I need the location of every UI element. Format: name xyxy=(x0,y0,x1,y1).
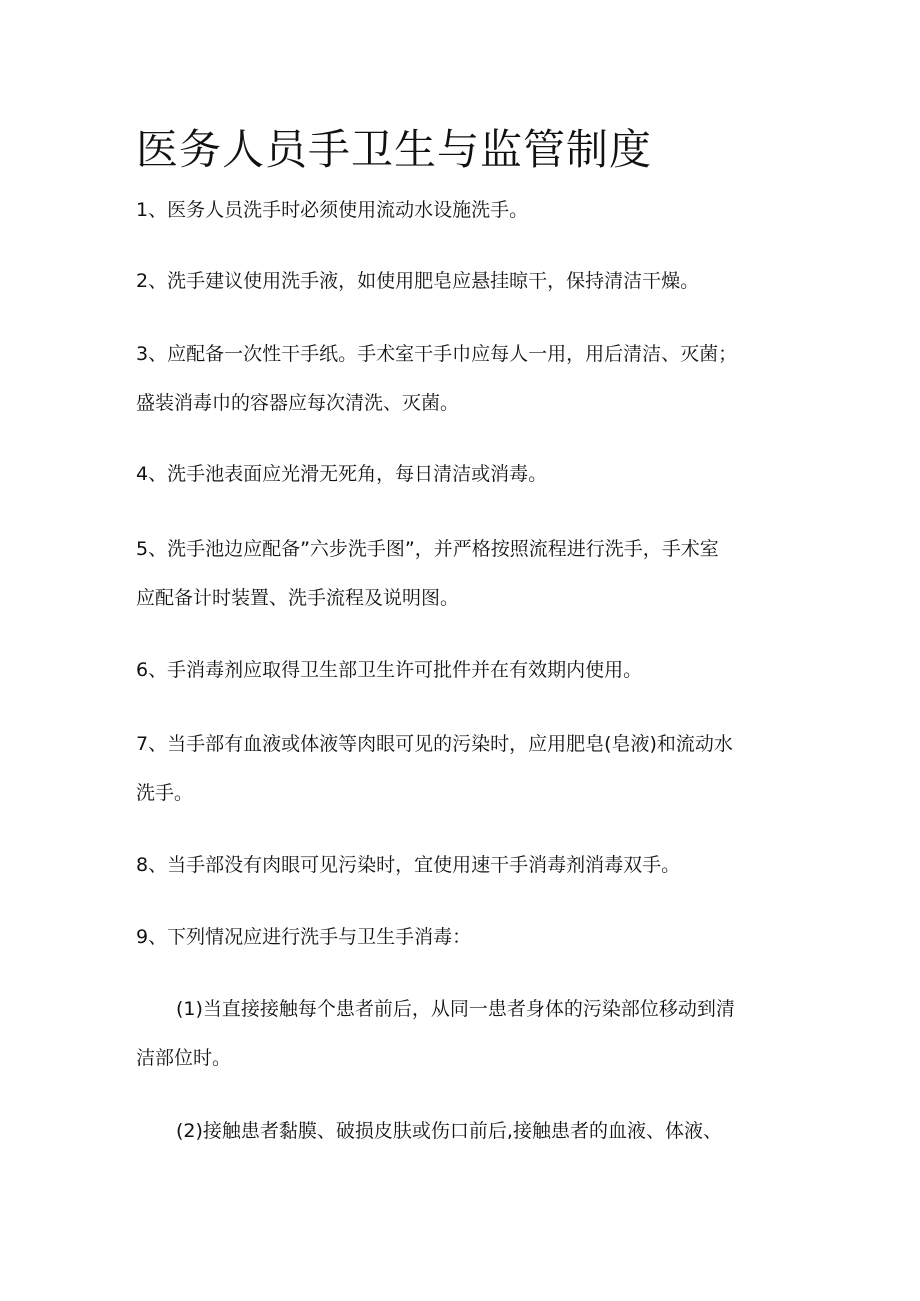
rule-9-line-1: 9、下列情况应进行洗手与卫生手消毒： xyxy=(136,926,472,948)
rule-9-item-1-line-1: (1)当直接接触每个患者前后，从同一患者身体的污染部位移动到清 xyxy=(176,998,735,1020)
rule-7-line-2: 洗手。 xyxy=(136,782,194,804)
rule-3-line-1: 3、应配备一次性干手纸。手术室干手巾应每人一用，用后清洁、灭菌； xyxy=(136,343,738,365)
rule-5-line-2: 应配备计时装置、洗手流程及说明图。 xyxy=(136,587,460,609)
rule-6-line-1: 6、手消毒剂应取得卫生部卫生许可批件并在有效期内使用。 xyxy=(136,659,643,681)
rule-2-line-1: 2、洗手建议使用洗手液，如使用肥皂应悬挂晾干，保持清洁干燥。 xyxy=(136,270,700,292)
rule-4-line-1: 4、洗手池表面应光滑无死角，每日清洁或消毒。 xyxy=(136,463,548,485)
document-title: 医务人员手卫生与监管制度 xyxy=(136,125,653,174)
rule-3-line-2: 盛装消毒巾的容器应每次清洗、灭菌。 xyxy=(136,392,460,414)
rule-5-line-1: 5、洗手池边应配备”六步洗手图”，并严格按照流程进行洗手，手术室 xyxy=(136,538,719,560)
rule-1-line-1: 1、医务人员洗手时必须使用流动水设施洗手。 xyxy=(136,199,529,221)
rule-9-item-1-line-2: 洁部位时。 xyxy=(136,1047,232,1069)
rule-8-line-1: 8、当手部没有肉眼可见污染时，宜使用速干手消毒剂消毒双手。 xyxy=(136,854,681,876)
rule-9-item-2-line-1: (2)接触患者黏膜、破损皮肤或伤口前后,接触患者的血液、体液、 xyxy=(176,1120,722,1142)
rule-7-line-1: 7、当手部有血液或体液等肉眼可见的污染时，应用肥皂(皂液)和流动水 xyxy=(136,733,733,755)
